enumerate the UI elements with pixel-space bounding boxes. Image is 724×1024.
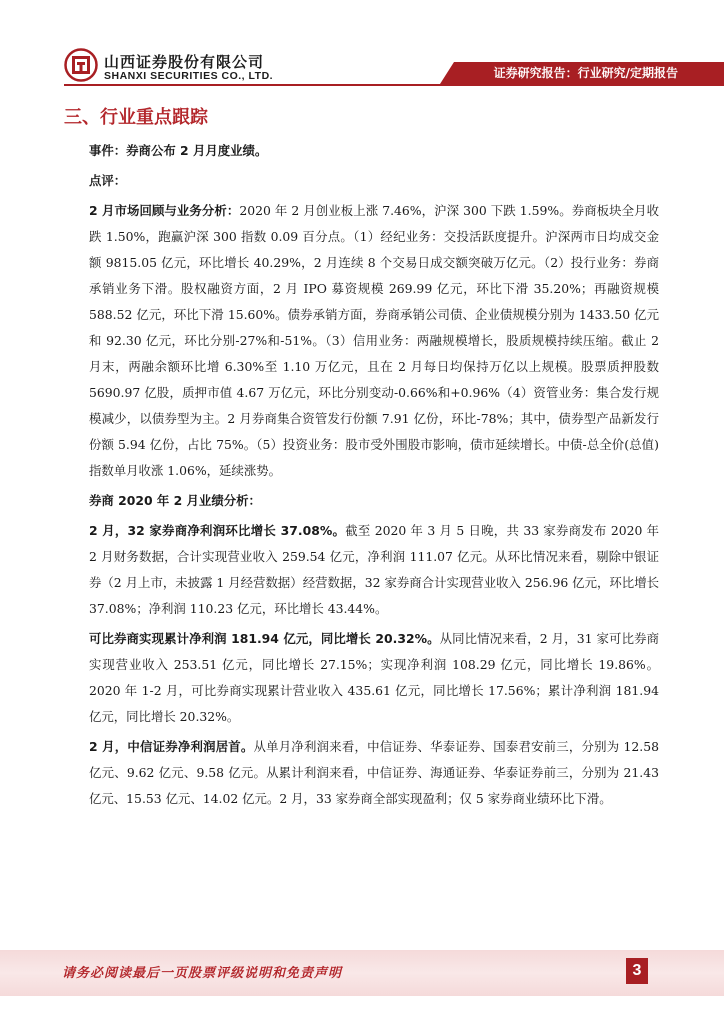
paragraph-lead: 2 月市场回顾与业务分析： [89, 203, 240, 218]
comment-label: 点评： [89, 173, 127, 188]
comment-line [89, 168, 659, 194]
paragraph-lead: 2 月，中信证券净利润居首。 [89, 739, 254, 754]
page-header [0, 0, 724, 88]
company-name-en: SHANXI SECURITIES CO., LTD. [104, 70, 274, 82]
header-divider [64, 84, 724, 86]
event-text: 事件：券商公布 2 月月度业绩。 [89, 143, 268, 158]
report-type: 证券研究报告：行业研究/定期报告 [493, 66, 678, 80]
paragraph-text: 从单月净利润来看，中信证券、华泰证券、国泰君安前三，分别为 12.58 亿元、9.62 亿元、9.58 亿元。从累计利润来看，中信证券、海通证券、华泰证券前三，分别为 21.43 亿元、15.53 亿元、14.02 亿元。2 月，33 家券商全部实现盈利；仅 5 家券商业绩环比下滑。 [89, 739, 660, 806]
paragraph-yoy-growth [89, 626, 659, 730]
shanxi-securities-logo-icon [64, 48, 98, 82]
paragraph-top-brokers [89, 734, 659, 812]
paragraph-text: 从同比情况来看，2 月，31 家可比券商实现营业收入 253.51 亿元，同比增长 27.15%；实现净利润 108.29 亿元，同比增长 19.86%。2020 年 1-2 月，可比券商实现累计营业收入 435.61 亿元，同比增长 17.56%；累计净利润 181.94 亿元，同比增长 20.32%。 [89, 631, 659, 724]
company-name-cn: 山西证券股份有限公司 [104, 53, 265, 71]
paragraph-text: 2020 年 2 月创业板上涨 7.46%，沪深 300 下跌 1.59%。券商板块全月收跌 1.50%，跑赢沪深 300 指数 0.09 百分点。（1）经纪业务：交投活跃度提升。沪深两市日均成交金额 9815.05 亿元，环比增长 40.29%，2 月连续 8 个交易日成交额突破万亿元。（2）投行业务：券商承销业务下滑。股权融资方面，2 月 IPO 募资规模 269.99 亿元，环比下滑 35.20%；再融资规模 588.52 亿元，环比下滑 15.60%。债券承销方面，券商承销公司债、企业债规模分别为 1433.50 亿元和 92.30 亿元，环比分别-27%和-51%。（3）信用业务：两融规模增长，股质规模持续压缩。截止 2 月末，两融余额环比增 6.30%至 1.10 万亿元，且在 2 月每日均保持万亿以上规模。股票质押股数 5690.97 亿股，质押市值 4.67 万亿元，环比分别变动-0.66%和+0.96%（4）资管业务：集合发行规模减少，以债券型为主。2 月券商集合资管发行份额 7.91 亿份，环比-78%；其中，债券型产品新发行份额 5.94 亿份，占比 75%。（5）投资业务：股市受外围股市影响，债市延续增长。中债-总全价(总值)指数单月收涨 1.06%，延续涨势。 [89, 203, 659, 478]
disclaimer-link: 请务必阅读最后一页股票评级说明和免责声明 [62, 966, 343, 981]
subheading-text: 券商 2020 年 2 月业绩分析： [89, 493, 261, 508]
paragraph-market-review [89, 198, 659, 484]
paragraph-text: 截至 2020 年 3 月 5 日晚，共 33 家券商发布 2020 年 2 月财务数据，合计实现营业收入 259.54 亿元，净利润 111.07 亿元。从环比情况来看，剔除中银证券（2 月上市，未披露 1 月经营数据）经营数据，32 家券商合计实现营业收入 256.96 亿元，环比增长 37.08%；净利润 110.23 亿元，环比增长 43.44%。 [89, 523, 659, 616]
subheading-performance [89, 488, 659, 514]
paragraph-lead: 可比券商实现累计净利润 181.94 亿元，同比增长 20.32%。 [89, 631, 440, 646]
page-footer [0, 950, 724, 996]
report-body [89, 138, 659, 816]
paragraph-mom-growth [89, 518, 659, 622]
event-line [89, 138, 659, 164]
section-title: 三、行业重点跟踪 [64, 107, 208, 128]
paragraph-lead: 2 月，32 家券商净利润环比增长 37.08%。 [89, 523, 346, 538]
page-number: 3 [626, 958, 648, 984]
